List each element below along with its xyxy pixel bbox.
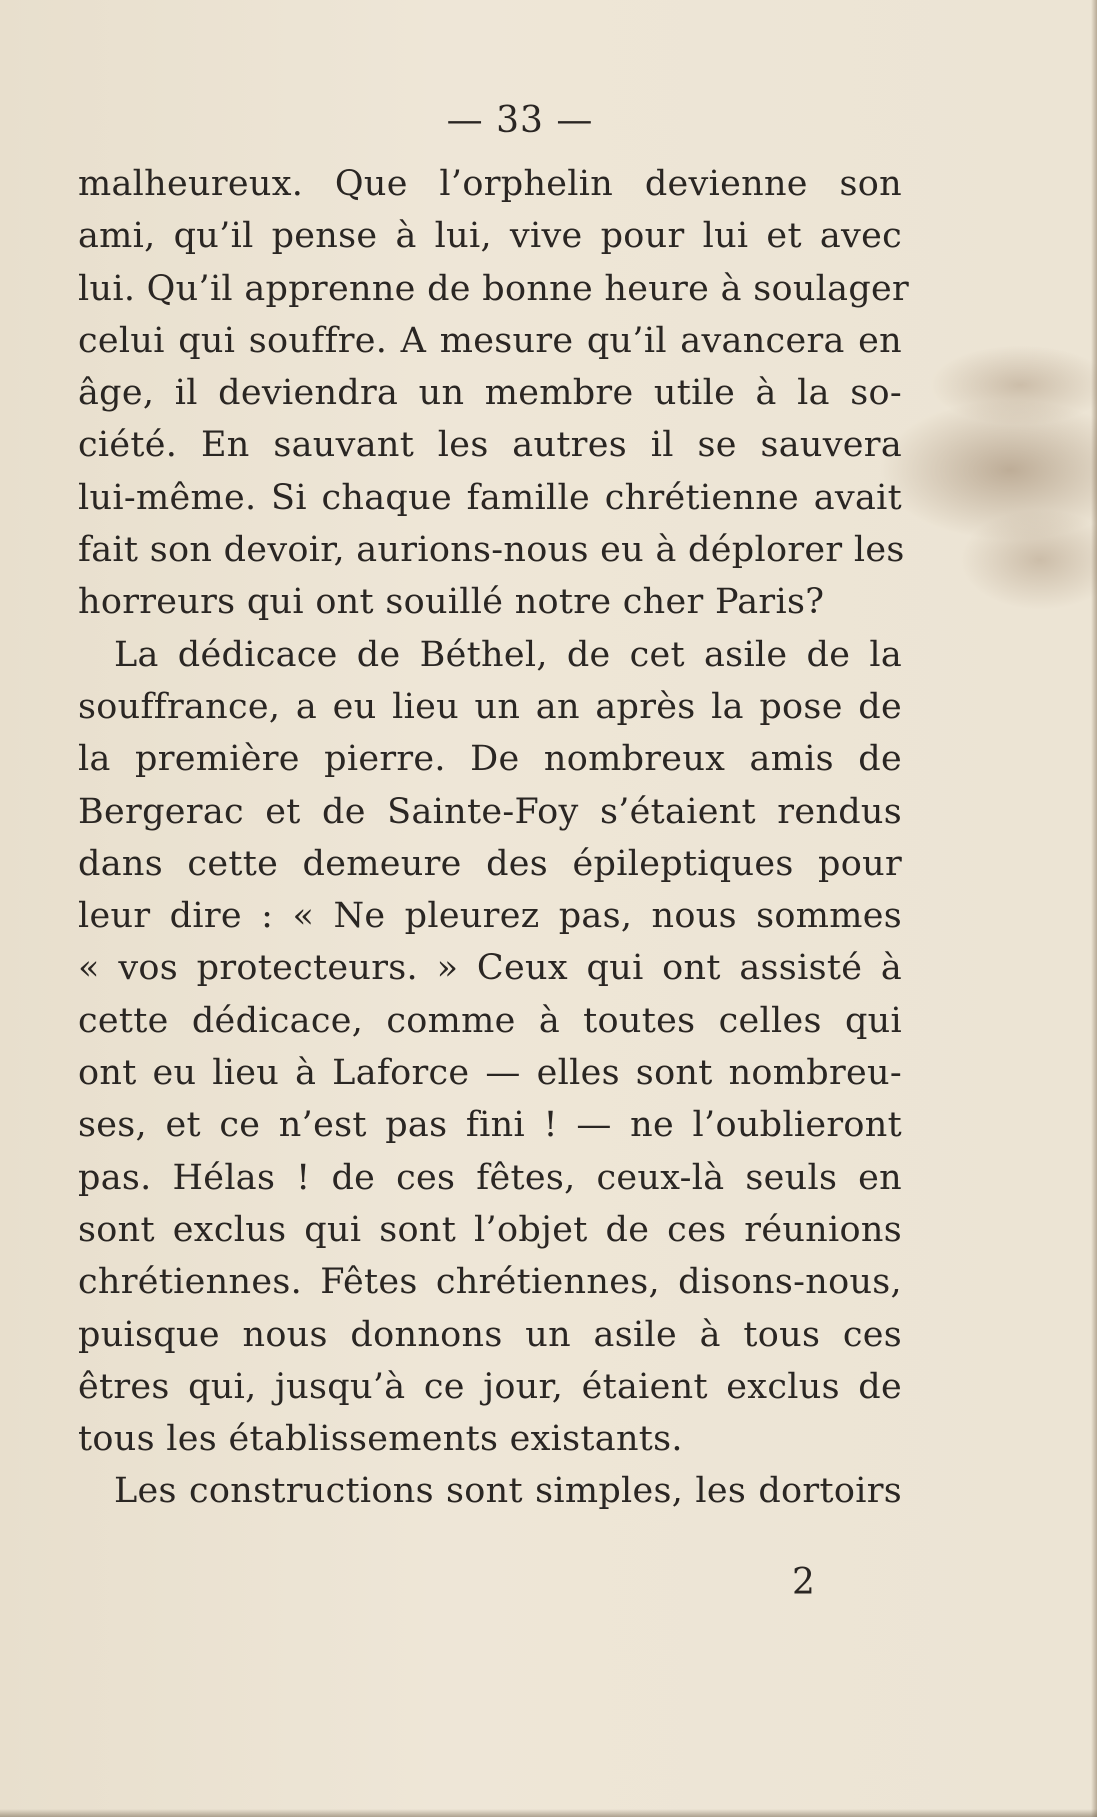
text-line: pas. Hélas ! de ces fêtes, ceux-là seuls en xyxy=(78,1157,902,1198)
page-edge-shadow xyxy=(1091,0,1097,1817)
signature-mark: 2 xyxy=(792,1562,815,1603)
text-line: souffrance, a eu lieu un an après la pose de xyxy=(78,686,902,727)
text-line: dans cette demeure des épileptiques pour xyxy=(78,843,902,884)
text-line: fait son devoir, aurions-nous eu à déplorer les xyxy=(78,530,905,571)
text-line: sont exclus qui sont l’objet de ces réunions xyxy=(78,1209,902,1250)
text-line: ont eu lieu à Laforce — elles sont nombreu- xyxy=(78,1053,902,1094)
text-line: la première pierre. De nombreux amis de xyxy=(78,739,902,780)
text-line: âge, il deviendra un membre utile à la so- xyxy=(78,373,902,414)
text-line: cette dédicace, comme à toutes celles qui xyxy=(78,1000,902,1041)
text-line: chrétiennes. Fêtes chrétiennes, disons-nous, xyxy=(78,1262,902,1303)
text-line: lui. Qu’il apprenne de bonne heure à soulager xyxy=(78,268,910,309)
text-line: ses, et ce n’est pas fini ! — ne l’oublieront xyxy=(78,1105,902,1146)
text-line: celui qui souffre. A mesure qu’il avancera en xyxy=(78,320,902,361)
text-line: êtres qui, jusqu’à ce jour, étaient exclus de xyxy=(78,1366,902,1407)
text-line: ami, qu’il pense à lui, vive pour lui et avec xyxy=(78,216,902,257)
text-line: « vos protecteurs. » Ceux qui ont assisté à xyxy=(78,948,902,989)
text-line: La dédicace de Béthel, de cet asile de la xyxy=(114,634,902,675)
body-text xyxy=(78,158,910,1518)
page-bottom-shadow xyxy=(0,1809,1097,1817)
text-line: leur dire : « Ne pleurez pas, nous sommes xyxy=(78,896,902,937)
text-line: tous les établissements existants. xyxy=(78,1419,683,1460)
text-line: puisque nous donnons un asile à tous ces xyxy=(78,1314,902,1355)
page-number: — 33 — xyxy=(446,100,594,141)
text-line: Bergerac et de Sainte-Foy s’étaient rendus xyxy=(78,791,902,832)
text-line: Les constructions sont simples, les dortoirs xyxy=(114,1471,902,1512)
text-line: malheureux. Que l’orphelin devienne son xyxy=(78,164,902,204)
text-line: horreurs qui ont souillé notre cher Paris? xyxy=(78,582,825,623)
text-line: lui-même. Si chaque famille chrétienne avait xyxy=(78,477,902,518)
text-line: ciété. En sauvant les autres il se sauvera xyxy=(78,425,902,466)
